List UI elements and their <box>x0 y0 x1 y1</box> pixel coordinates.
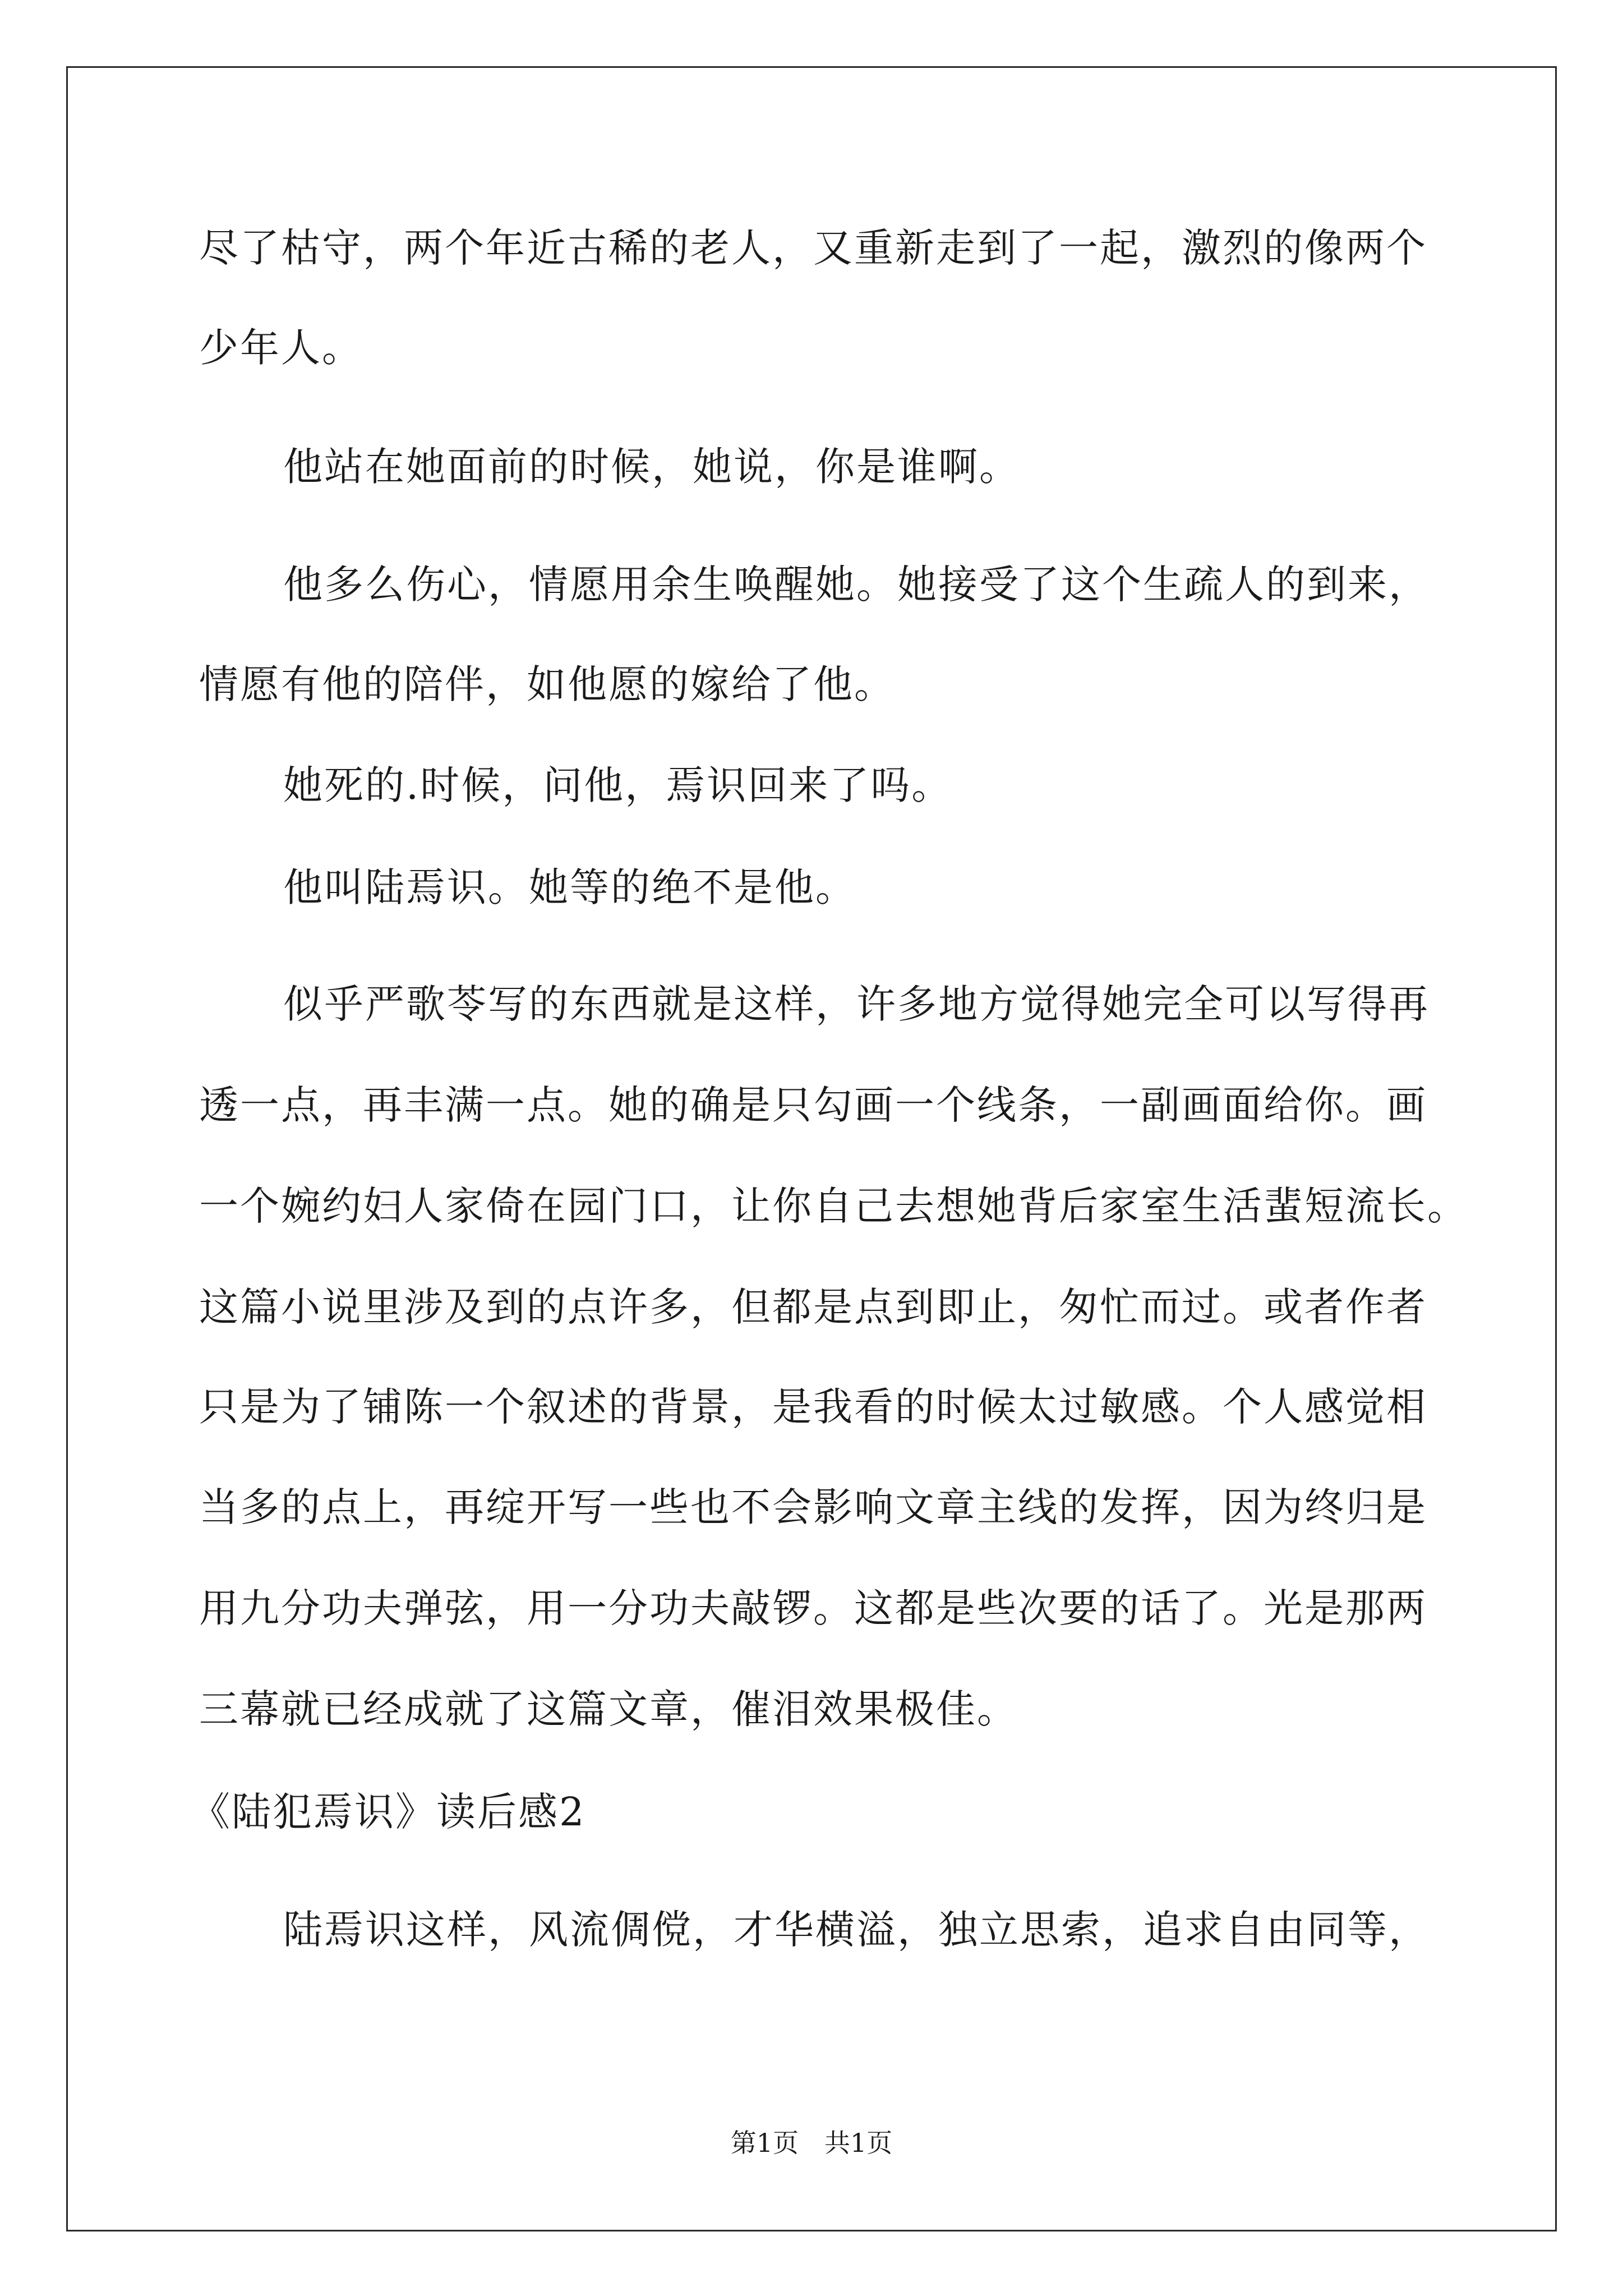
text-line: 她死的.时候，问他，焉识回来了吗。 <box>283 762 953 808</box>
text-line: 尽了枯守，两个年近古稀的老人，又重新走到了一起，激烈的像两个 <box>199 225 1427 271</box>
text-line: 三幕就已经成就了这篇文章，催泪效果极佳。 <box>199 1686 1018 1732</box>
text-line: 陆焉识这样，风流倜傥，才华横溢，独立思索，追求自由同等， <box>283 1907 1430 1953</box>
text-line: 他叫陆焉识。她等的绝不是他。 <box>283 864 856 910</box>
text-line: 一个婉约妇人家倚在园门口，让你自己去想她背后家室生活蜚短流长。 <box>199 1183 1468 1229</box>
text-line: 用九分功夫弹弦，用一分功夫敲锣。这都是些次要的话了。光是那两 <box>199 1585 1427 1631</box>
text-line: 透一点，再丰满一点。她的确是只勾画一个线条，一副画面给你。画 <box>199 1082 1427 1128</box>
text-line: 他多么伤心，情愿用余生唤醒她。她接受了这个生疏人的到来， <box>283 562 1430 608</box>
text-line: 情愿有他的陪伴，如他愿的嫁给了他。 <box>199 661 895 707</box>
text-line: 他站在她面前的时候，她说，你是谁啊。 <box>283 444 1020 490</box>
text-line: 少年人。 <box>199 325 363 371</box>
section-heading: 《陆犯焉识》读后感2 <box>191 1789 586 1835</box>
page-number-footer: 第1页 共1页 <box>730 2128 893 2158</box>
text-line: 这篇小说里涉及到的点许多，但都是点到即止，匆忙而过。或者作者 <box>199 1284 1427 1330</box>
text-line: 似乎严歌苓写的东西就是这样，许多地方觉得她完全可以写得再 <box>283 981 1430 1027</box>
text-line: 当多的点上，再绽开写一些也不会影响文章主线的发挥，因为终归是 <box>199 1484 1427 1530</box>
text-line: 只是为了铺陈一个叙述的背景，是我看的时候太过敏感。个人感觉相 <box>199 1384 1427 1430</box>
